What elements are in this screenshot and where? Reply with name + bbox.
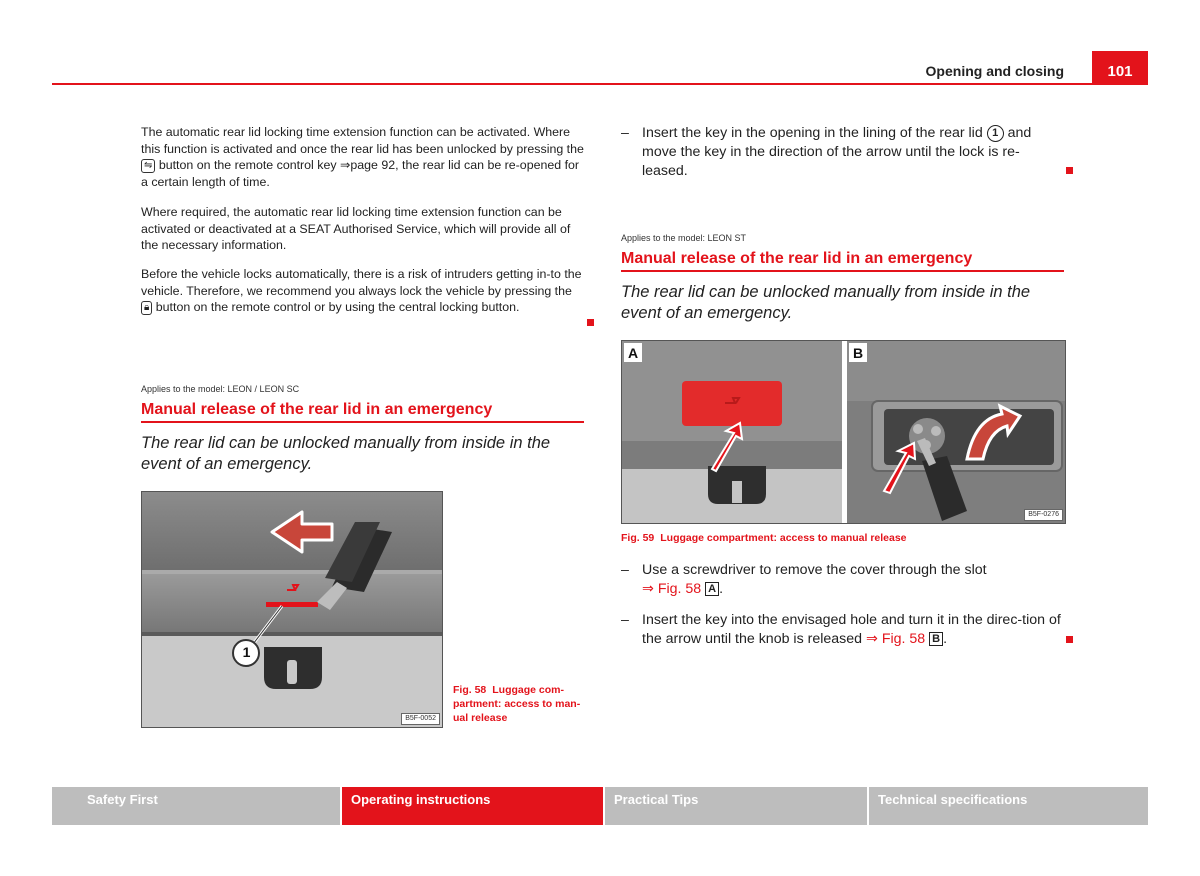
step-remove-cover: – Use a screwdriver to remove the cover through the slot ⇒ Fig. 58 A . [621,562,987,597]
section-title: Manual release of the rear lid in an emergency [141,401,584,423]
callout-1-ref: 1 [987,125,1004,142]
page-section-title: Opening and closing [925,63,1064,79]
applies-to-model: Applies to the model: LEON / LEON SC [141,384,300,394]
end-of-section-icon [587,319,594,326]
paragraph-time-extension: The automatic rear lid locking time extension function can be activated. Where this function is activated and once the rear lid has been unlocked by pressing the ⇋ button on the remote control key ⇒page 92, the rear lid can be re-opened for a certain length of time. [141,125,584,190]
figure-59-illustration [622,341,1065,523]
trunk-button-icon: ⇋ [141,159,155,173]
figure-59 [621,340,1066,524]
applies-to-model: Applies to the model: LEON ST [621,233,747,243]
end-of-section-icon [1066,167,1073,174]
fig-58-link[interactable]: ⇒ Fig. 58 [642,581,702,597]
end-of-section-icon [1066,636,1073,643]
label-b-ref: B [929,632,943,646]
figure-code: B5F-0052 [401,713,440,725]
figure-58 [141,491,443,728]
step-turn-key: – Insert the key into the envisaged hole and turn it in the direc-tion of the arrow until the knob is released ⇒ Fig. 58 B . [621,612,1061,647]
figure-label-b: B [849,343,867,362]
label-a-ref: A [705,582,719,596]
section-title: Manual release of the rear lid in an emergency [621,250,1064,272]
paragraph-intruder-warning: Before the vehicle locks automatically, there is a risk of intruders getting in-to the vehicle. Therefore, we recommend you always lock the vehicle by pressing the 🔒︎ button on the remote control or by using the central locking button. [141,267,582,315]
figure-code: B5F-0276 [1024,509,1063,521]
header-rule [52,83,1148,85]
footer-tab-safety-first[interactable]: Safety First [52,787,340,825]
paragraph-authorised-service: Where required, the automatic rear lid locking time extension function can be activated or deactivated at a SEAT Authorised Service, which will provide all of the necessary information. [141,205,571,253]
fig-58-link[interactable]: ⇒ Fig. 58 [865,631,926,647]
section-intro: The rear lid can be unlocked manually from inside in the event of an emergency. [141,434,551,473]
callout-1: 1 [242,644,251,660]
footer-tab-operating-instructions[interactable]: Operating instructions [342,787,603,825]
footer-tab-technical-specifications[interactable]: Technical specifications [869,787,1148,825]
step-insert-key: – Insert the key in the opening in the lining of the rear lid 1 and move the key in the direction of the arrow until the lock is re-leased. [621,125,1032,179]
lock-button-icon: 🔒︎ [141,301,152,315]
figure-58-illustration [142,492,442,727]
page-number: 101 [1092,51,1148,84]
figure-label-a: A [624,343,642,362]
section-intro: The rear lid can be unlocked manually from inside in the event of an emergency. [621,283,1031,322]
footer-tab-practical-tips[interactable]: Practical Tips [605,787,867,825]
figure-58-caption: Fig. 58 Luggage com-partment: access to man-ual release [453,684,581,724]
figure-59-caption: Fig. 59 Luggage compartment: access to manual release [621,532,907,544]
